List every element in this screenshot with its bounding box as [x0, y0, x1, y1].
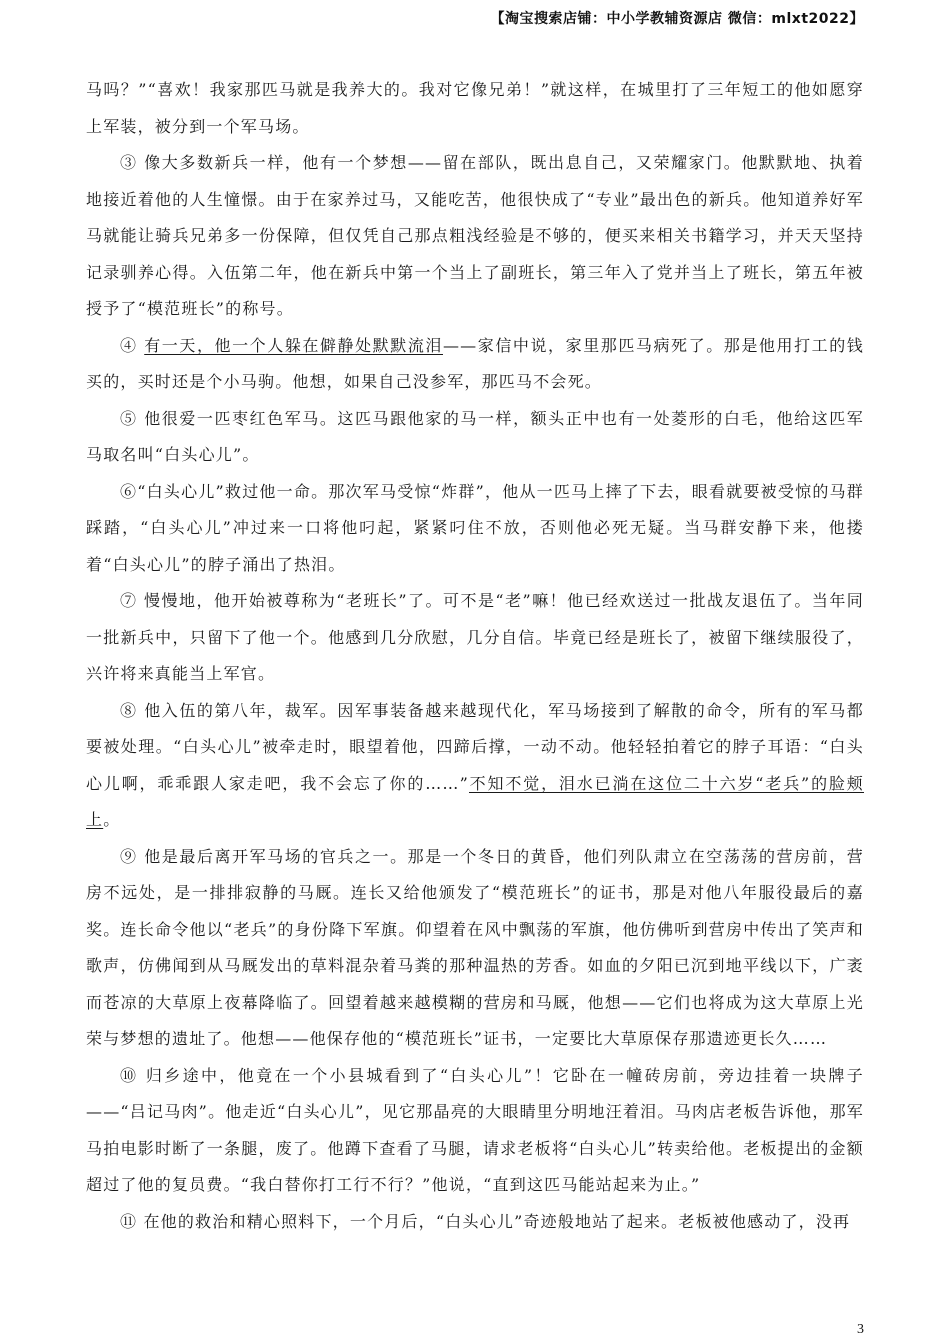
paragraph-4: [86, 328, 864, 401]
paragraph-continuation: 马吗？”“喜欢！我家那匹马就是我养大的。我对它像兄弟！”就这样，在城里打了三年短工的他如愿穿上军装，被分到一个军马场。: [86, 80, 864, 136]
paragraph-4-rest: ——家信中说，家里那匹马病死了。那是他用打工的钱买的，买时还是个小马驹。他想，如果自己没参军，那匹马不会死。: [86, 335, 864, 391]
underlined-sentence-8: 不知不觉，泪水已淌在这位二十六岁“老兵”的脸颊上: [86, 773, 864, 829]
page-number: 3: [857, 1322, 864, 1337]
paragraph-5: ⑤ 他很爱一匹枣红色军马。这匹马跟他家的马一样，额头正中也有一处菱形的白毛，他给这匹军马取名叫“白头心儿”。: [86, 408, 864, 464]
paragraph-3: ③ 像大多数新兵一样，他有一个梦想——留在部队，既出息自己，又荣耀家门。他默默地、执着地接近着他的人生憧憬。由于在家养过马，又能吃苦，他很快成了“专业”最出色的新兵。他知道养好军马就能让骑兵兄弟多一份保障，但仅凭自己那点粗浅经验是不够的，便买来相关书籍学习，并天天坚持记录驯养心得。入伍第二年，他在新兵中第一个当上了副班长，第三年入了党并当上了班长，第五年被授予了“模范班长”的称号。: [86, 153, 864, 318]
article-body: [86, 72, 864, 1240]
paragraph-7: ⑦ 慢慢地，他开始被尊称为“老班长”了。可不是“老”嘛！他已经欢送过一批战友退伍了。当年同一批新兵中，只留下了他一个。他感到几分欣慰，几分自信。毕竟已经是班长了，被留下继续服役了，兴许将来真能当上军官。: [86, 591, 864, 683]
underlined-sentence-4: 有一天，他一个人躲在僻静处默默流泪: [144, 335, 443, 355]
paragraph-6: ⑥“白头心儿”救过他一命。那次军马受惊“炸群”，他从一匹马上摔了下去，眼看就要被受惊的马群踩踏，“白头心儿”冲过来一口将他叼起，紧紧叼住不放，否则他必死无疑。当马群安静下来，他搂着“白头心儿”的脖子涌出了热泪。: [86, 481, 864, 574]
paragraph-4-number: ④: [120, 335, 145, 355]
paragraph-9: ⑨ 他是最后离开军马场的官兵之一。那是一个冬日的黄昏，他们列队肃立在空荡荡的营房前，营房不远处，是一排排寂静的马厩。连长又给他颁发了“模范班长”的证书，那是对他八年服役最后的嘉奖。连长命令他以“老兵”的身份降下军旗。仰望着在风中飘荡的军旗，他仿佛听到营房中传出了笑声和歌声，仿佛闻到从马厩发出的草料混杂着马粪的那种温热的芳香。如血的夕阳已沉到地平线以下，广袤而苍凉的大草原上夜幕降临了。回望着越来越模糊的营房和马厩，他想——它们也将成为这大草原上光荣与梦想的遗址了。他想——他保存他的“模范班长”证书，一定要比大草原保存那遗迹更长久……: [86, 846, 864, 1048]
paragraph-10: ⑩ 归乡途中，他竟在一个小县城看到了“白头心儿”！它卧在一幢砖房前，旁边挂着一块牌子——“吕记马肉”。他走近“白头心儿”，见它那晶亮的大眼睛里分明地汪着泪。马肉店老板告诉他，那军马拍电影时断了一条腿，废了。他蹲下查看了马腿，请求老板将“白头心儿”转卖给他。老板提出的金额超过了他的复员费。“我白替你打工行不行？”他说，“直到这匹马能站起来为止。”: [86, 1065, 864, 1194]
paragraph-8: [86, 693, 864, 839]
page-header: 【淘宝搜索店铺：中小学教辅资源店 微信：mlxt2022】: [490, 11, 864, 27]
paragraph-8-end: 。: [103, 810, 121, 829]
paragraph-8-text: ⑧ 他入伍的第八年，裁军。因军事装备越来越现代化，军马场接到了解散的命令，所有的军马都要被处理。“白头心儿”被牵走时，眼望着他，四蹄后撑，一动不动。他轻轻拍着它的脖子耳语：“白头心儿啊，乖乖跟人家走吧，我不会忘了你的……”: [86, 700, 864, 793]
paragraph-11: ⑪ 在他的救治和精心照料下，一个月后，“白头心儿”奇迹般地站了起来。老板被他感动了，没再: [120, 1211, 851, 1231]
